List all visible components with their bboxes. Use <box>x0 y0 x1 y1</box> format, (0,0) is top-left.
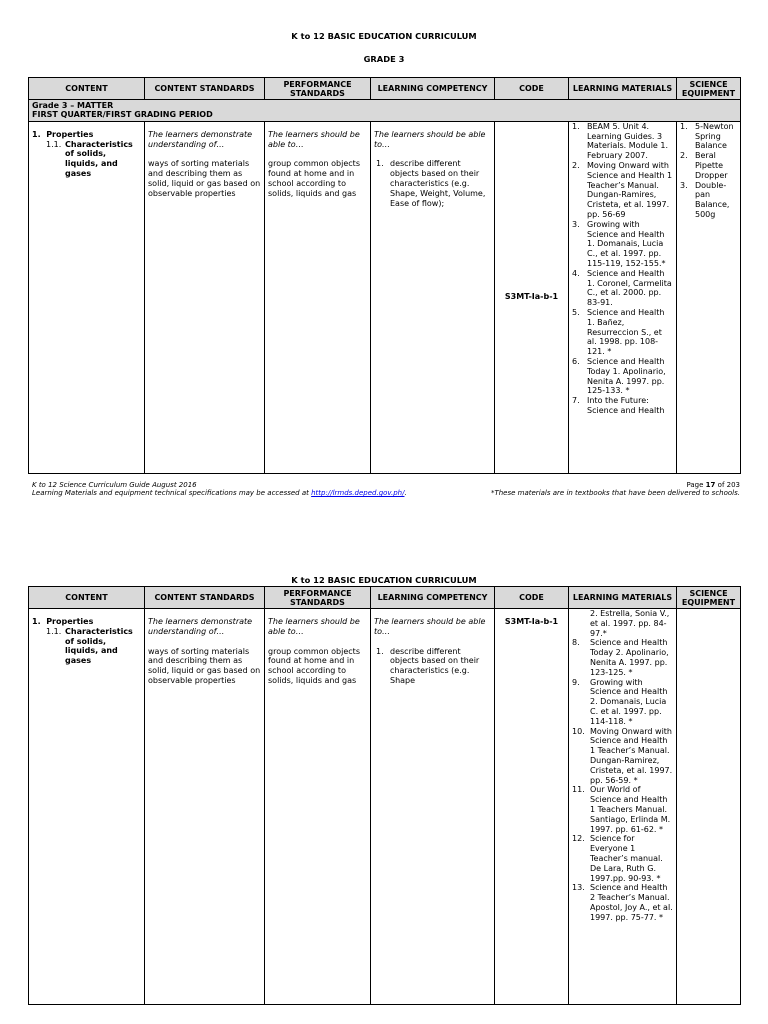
content-topic: Properties <box>46 129 94 139</box>
performance-standards-text: group common objects found at home and in school according to solids, liquids and gas <box>268 646 360 685</box>
competency-code: S3MT-Ia-b-1 <box>504 617 559 626</box>
content-sub-topic: Characteristics of solids, liquids, and gases <box>65 626 133 666</box>
material-item-num: 10. <box>572 726 585 736</box>
performance-standards-cell <box>265 121 371 473</box>
material-item-num: 9. <box>572 677 580 687</box>
learning-materials-cell <box>569 121 677 473</box>
footer-link-tail: . <box>404 489 407 497</box>
science-equipment-cell <box>677 121 741 473</box>
competency-text: describe different objects based on their characteristics (e.g. Shape <box>390 646 480 685</box>
competency-num: 1. <box>376 646 384 656</box>
material-item-num: 8. <box>572 638 580 648</box>
material-item-num: 3. <box>572 219 580 229</box>
learning-competency-cell <box>371 609 495 1005</box>
content-standards-text: ways of sorting materials and describing them as solid, liquid or gas based on observable properties <box>148 159 261 198</box>
competency-text: describe different objects based on their characteristics (e.g. Shape, Weight, Volume, Ease of flow); <box>390 159 486 208</box>
header-code: CODE <box>495 587 569 609</box>
material-item-text: Science and Health 1. Coronel, Carmelita C., et al. 2000. pp. 83-91. <box>587 268 672 308</box>
header-learning-competency: LEARNING COMPETENCY <box>371 587 495 609</box>
material-item <box>572 161 673 220</box>
content-num: 1. <box>32 129 41 139</box>
learning-competency-intro: The learners should be able to… <box>374 129 486 149</box>
material-item <box>572 785 673 834</box>
material-item-text: Science for Everyone 1 Teacher’s manual. De Lara, Ruth G. 1997.pp. 90-93. * <box>590 834 663 883</box>
material-item <box>572 220 673 269</box>
material-item <box>572 122 673 161</box>
grade-title: GRADE 3 <box>363 54 405 64</box>
lrmds-link[interactable]: http://lrmds.deped.gov.ph/ <box>311 489 405 497</box>
material-item <box>572 638 673 677</box>
header-learning-competency: LEARNING COMPETENCY <box>371 78 495 100</box>
equipment-item-text: 5-Newton Spring Balance <box>695 121 734 151</box>
document-title: K to 12 BASIC EDUCATION CURRICULUM <box>291 31 477 41</box>
material-item <box>572 357 673 396</box>
materials-continuation: 2. Estrella, Sonia V., et al. 1997. pp. 84-97.* <box>590 609 670 638</box>
material-item <box>572 727 673 786</box>
material-item-text: BEAM 5. Unit 4. Learning Guides. 3 Materials. Module 1. February 2007. <box>587 121 669 161</box>
material-item-num: 6. <box>572 356 580 366</box>
equipment-item-num: 2. <box>680 151 688 161</box>
content-standards-text: ways of sorting materials and describing them as solid, liquid or gas based on observable properties <box>148 646 261 685</box>
material-item-num: 11. <box>572 785 585 795</box>
header-code: CODE <box>495 78 569 100</box>
equipment-item-text: Beral Pipette Dropper <box>695 151 728 180</box>
header-content-standards: CONTENT STANDARDS <box>145 587 265 609</box>
header-science-equipment: SCIENCE EQUIPMENT <box>677 78 741 100</box>
content-topic: Properties <box>46 617 94 626</box>
learning-materials-cell <box>569 609 677 1005</box>
content-num: 1. <box>32 617 41 626</box>
material-item-text: Moving Onward with Science and Health 1 Teacher’s Manual. Dungan-Ramires, Cristeta, et al. 1997. pp. 56-69 <box>587 161 673 219</box>
material-item-text: Science and Health 1. Bañez, Resurreccion S., et al. 1998. pp. 108-121. * <box>587 307 665 357</box>
code-cell <box>495 121 569 473</box>
header-science-equipment: SCIENCE EQUIPMENT <box>677 587 741 609</box>
material-item-text: Into the Future: Science and Health <box>587 396 665 415</box>
materials-list <box>572 122 673 416</box>
material-item <box>572 883 673 922</box>
material-item-num: 12. <box>572 834 585 844</box>
content-cell <box>29 121 145 473</box>
equipment-item <box>680 181 737 220</box>
equipment-item <box>680 151 737 180</box>
band-grade-matter: Grade 3 – MATTER <box>32 101 114 110</box>
grade-band-row <box>29 100 741 122</box>
header-performance-standards: PERFORMANCE STANDARDS <box>265 587 371 609</box>
materials-list <box>572 638 673 922</box>
competency-num: 1. <box>376 159 384 169</box>
band-quarter: FIRST QUARTER/FIRST GRADING PERIOD <box>32 110 213 120</box>
footer-note: *These materials are in textbooks that have been delivered to schools. <box>490 489 740 497</box>
material-item-text: Science and Health Today 2. Apolinario, Nenita A. 1997. pp. 123-125. * <box>590 638 669 677</box>
footer-guide: K to 12 Science Curriculum Guide August 2016 <box>32 481 197 489</box>
content-standards-intro: The learners demonstrate understanding of… <box>148 129 253 149</box>
equipment-item-text: Double-pan Balance, 500g <box>695 180 730 219</box>
equipment-item <box>680 122 737 151</box>
performance-standards-intro: The learners should be able to… <box>268 129 360 149</box>
document-title-page-2: K to 12 BASIC EDUCATION CURRICULUM <box>291 575 477 585</box>
performance-standards-cell <box>265 609 371 1005</box>
content-standards-cell <box>145 609 265 1005</box>
header-content: CONTENT <box>29 78 145 100</box>
material-item-text: Science and Health 2 Teacher’s Manual. Apostol, Joy A., et al. 1997. pp. 75-77. * <box>590 883 673 922</box>
material-item <box>572 396 673 416</box>
learning-competency-cell <box>371 121 495 473</box>
equipment-item-num: 3. <box>680 180 688 190</box>
code-cell <box>495 609 569 1005</box>
material-item-num: 13. <box>572 883 585 893</box>
material-item-text: Growing with Science and Health 1. Domanais, Lucia C., et al. 1997. pp. 115-119, 152-155.* <box>587 219 666 268</box>
material-item-num: 2. <box>572 161 580 170</box>
content-sub-topic: Characteristics of solids, liquids, and gases <box>65 139 133 178</box>
content-standards-intro: The learners demonstrate understanding of… <box>148 617 253 636</box>
performance-standards-intro: The learners should be able to… <box>268 617 360 636</box>
curriculum-table-page-2 <box>28 586 741 1005</box>
performance-standards-text: group common objects found at home and in school according to solids, liquids and gas <box>268 159 360 198</box>
table-row <box>29 609 741 1005</box>
material-item-num: 5. <box>572 307 580 317</box>
material-item-text: Science and Health Today 1. Apolinario, Nenita A. 1997. pp. 125-133. * <box>587 356 666 396</box>
material-item-num: 4. <box>572 268 580 278</box>
material-item-num: 7. <box>572 396 580 406</box>
header-learning-materials: LEARNING MATERIALS <box>569 587 677 609</box>
material-item-num: 1. <box>572 121 580 131</box>
content-standards-cell <box>145 121 265 473</box>
content-sub-num: 1.1. <box>46 139 62 149</box>
material-item-text: Moving Onward with Science and Health 1 Teacher’s Manual. Dungan-Ramirez, Cristeta, et al. 1997. pp. 56-59. * <box>590 726 673 785</box>
content-cell <box>29 609 145 1005</box>
header-content-standards: CONTENT STANDARDS <box>145 78 265 100</box>
material-item <box>572 308 673 357</box>
material-item-text: Our World of Science and Health 1 Teachers Manual. Santiago, Erlinda M. 1997. pp. 61-62. * <box>590 785 671 834</box>
table-row <box>29 121 741 473</box>
page-number: Page 17 of 203 <box>686 481 740 489</box>
curriculum-table <box>28 77 741 474</box>
competency-code: S3MT-Ia-b-1 <box>504 292 559 302</box>
science-equipment-cell <box>677 609 741 1005</box>
content-sub-num: 1.1. <box>46 626 62 636</box>
material-item-text: Growing with Science and Health 2. Domanais, Lucia C. et al. 1997. pp. 114-118. * <box>590 677 668 726</box>
equipment-list <box>680 122 737 220</box>
page-footer <box>32 481 740 497</box>
material-item <box>572 269 673 308</box>
material-item <box>572 678 673 727</box>
learning-competency-intro: The learners should be able to… <box>374 617 486 636</box>
header-performance-standards: PERFORMANCE STANDARDS <box>265 78 371 100</box>
header-learning-materials: LEARNING MATERIALS <box>569 78 677 100</box>
material-item <box>572 834 673 883</box>
header-content: CONTENT <box>29 587 145 609</box>
equipment-item-num: 1. <box>680 121 688 131</box>
footer-access: Learning Materials and equipment technical specifications may be accessed at <box>32 489 309 497</box>
